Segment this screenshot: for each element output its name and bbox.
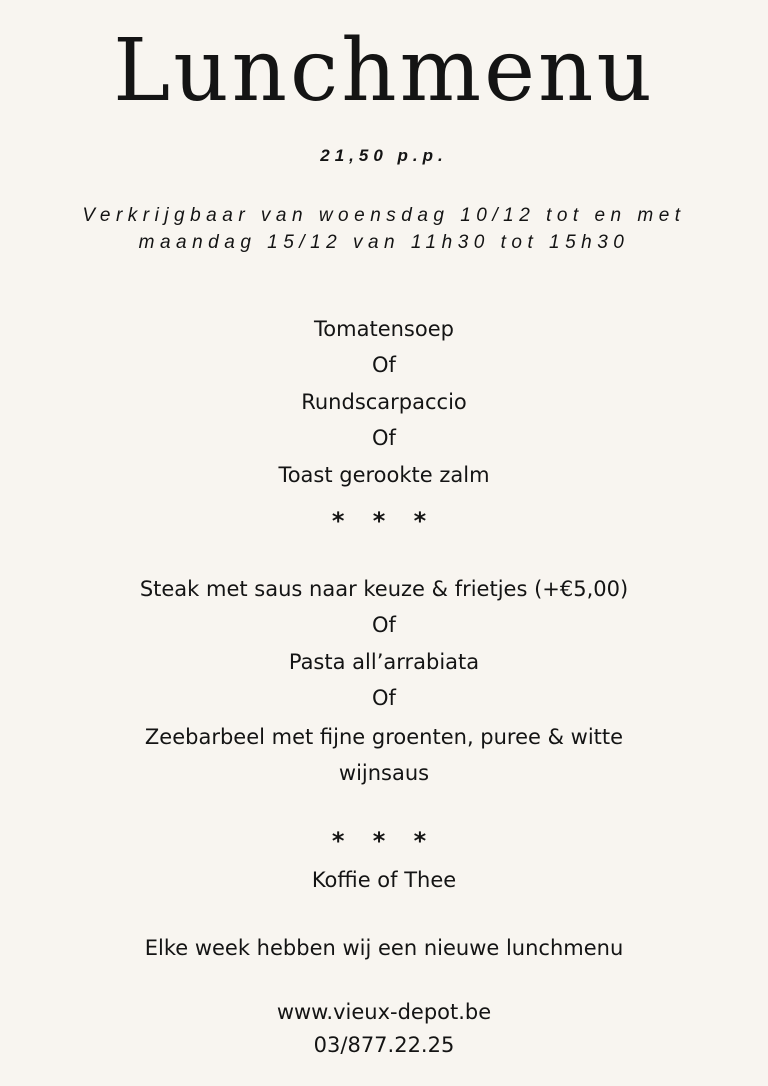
main-item-1: Steak met saus naar keuze & frietjes (+€5,00) <box>139 577 629 601</box>
main-separator-1: Of <box>372 613 396 637</box>
weekly-note: Elke week hebben wij een nieuwe lunchmenu <box>144 936 624 960</box>
dessert-item: Koffie of Thee <box>311 868 457 892</box>
website-text: www.vieux-depot.be <box>276 1000 492 1024</box>
availability-text: Verkrijgbaar van woensdag 10/12 tot en met maandag 15/12 van 11h30 tot 15h30 <box>82 205 686 253</box>
course-divider-2: * * * <box>331 827 437 855</box>
phone-text: 03/877.22.25 <box>313 1033 455 1057</box>
course-divider-1: * * * <box>331 507 437 535</box>
main-item-2: Pasta all’arrabiata <box>288 650 480 674</box>
menu-title: Lunchmenu <box>113 21 655 121</box>
starter-item-2: Rundscarpaccio <box>301 390 467 414</box>
starter-item-3: Toast gerookte zalm <box>278 463 490 487</box>
main-item-3: Zeebarbeel met fijne groenten, puree & witte wijnsaus <box>144 725 624 785</box>
starter-separator-1: Of <box>372 353 396 377</box>
starter-separator-2: Of <box>372 426 396 450</box>
main-separator-2: Of <box>372 686 396 710</box>
menu-price: 21,50 p.p. <box>320 146 448 165</box>
starter-item-1: Tomatensoep <box>314 317 454 341</box>
